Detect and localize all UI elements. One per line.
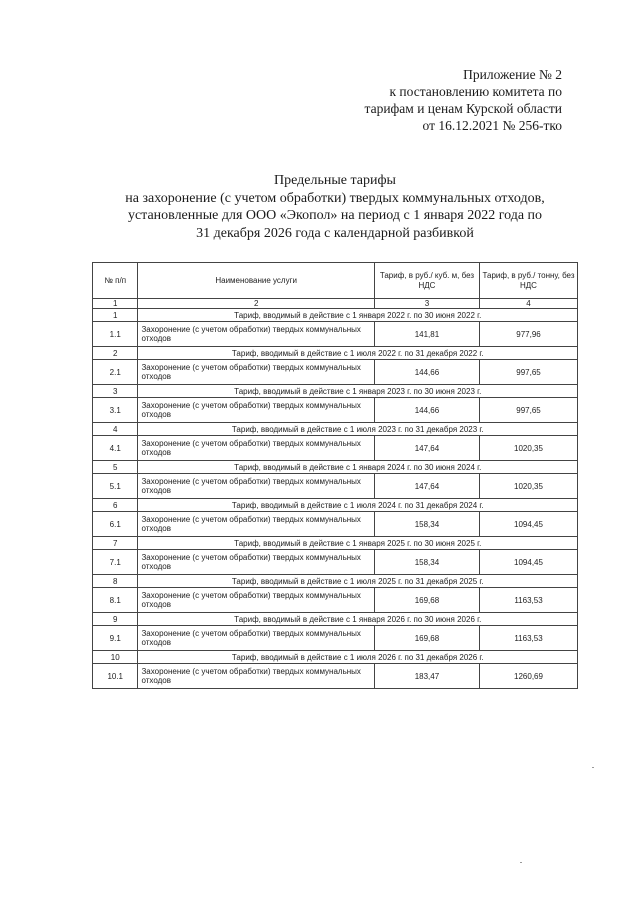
table-row <box>93 360 578 385</box>
service-name: Захоронение (с учетом обработки) твердых коммунальных отходов <box>138 360 374 385</box>
period-row <box>93 613 578 626</box>
period-row <box>93 423 578 436</box>
period-label: Тариф, вводимый в действие с 1 января 2026 г. по 30 июня 2026 г. <box>138 613 578 626</box>
item-number: 8.1 <box>93 588 138 613</box>
table-row <box>93 398 578 423</box>
scan-speck <box>520 862 522 863</box>
service-name: Захоронение (с учетом обработки) твердых коммунальных отходов <box>138 664 374 689</box>
tariff-per-ton: 1163,53 <box>479 588 577 613</box>
tariff-per-ton: 977,96 <box>479 322 577 347</box>
service-name: Захоронение (с учетом обработки) твердых коммунальных отходов <box>138 588 374 613</box>
tariff-table <box>92 262 578 689</box>
tariff-per-m3: 141,81 <box>374 322 479 347</box>
item-number: 10.1 <box>93 664 138 689</box>
table-row <box>93 436 578 461</box>
tariff-per-ton: 1020,35 <box>479 436 577 461</box>
item-number: 2.1 <box>93 360 138 385</box>
table-row <box>93 322 578 347</box>
period-number: 5 <box>93 461 138 474</box>
period-row <box>93 309 578 322</box>
period-number: 6 <box>93 499 138 512</box>
title-line-1: Предельные тарифы <box>274 173 396 188</box>
tariff-per-m3: 147,64 <box>374 474 479 499</box>
item-number: 6.1 <box>93 512 138 537</box>
item-number: 4.1 <box>93 436 138 461</box>
period-row <box>93 385 578 398</box>
service-name: Захоронение (с учетом обработки) твердых коммунальных отходов <box>138 398 374 423</box>
table-row <box>93 626 578 651</box>
tariff-per-ton: 1260,69 <box>479 664 577 689</box>
period-label: Тариф, вводимый в действие с 1 января 2024 г. по 30 июня 2024 г. <box>138 461 578 474</box>
period-label: Тариф, вводимый в действие с 1 июля 2024 г. по 31 декабря 2024 г. <box>138 499 578 512</box>
item-number: 9.1 <box>93 626 138 651</box>
table-row <box>93 550 578 575</box>
period-number: 3 <box>93 385 138 398</box>
period-label: Тариф, вводимый в действие с 1 июля 2023 г. по 31 декабря 2023 г. <box>138 423 578 436</box>
item-number: 1.1 <box>93 322 138 347</box>
appendix-header <box>342 66 562 134</box>
header-num: № п/п <box>93 263 138 299</box>
title-line-3: установленные для ООО «Экопол» на период с 1 января 2022 года по <box>127 208 543 223</box>
table-row <box>93 588 578 613</box>
tariff-per-ton: 1020,35 <box>479 474 577 499</box>
header-tariff-per-ton: Тариф, в руб./ тонну, без НДС <box>479 263 577 299</box>
period-label: Тариф, вводимый в действие с 1 января 2025 г. по 30 июня 2025 г. <box>138 537 578 550</box>
period-number: 8 <box>93 575 138 588</box>
period-row <box>93 499 578 512</box>
period-label: Тариф, вводимый в действие с 1 июля 2022 г. по 31 декабря 2022 г. <box>138 347 578 360</box>
title-line-2: на захоронение (с учетом обработки) твердых коммунальных отходов, <box>125 190 545 206</box>
tariff-per-m3: 144,66 <box>374 360 479 385</box>
column-number: 4 <box>479 299 577 309</box>
tariff-per-ton: 997,65 <box>479 398 577 423</box>
service-name: Захоронение (с учетом обработки) твердых коммунальных отходов <box>138 474 374 499</box>
column-number-row <box>93 299 578 309</box>
service-name: Захоронение (с учетом обработки) твердых коммунальных отходов <box>138 322 374 347</box>
period-number: 4 <box>93 423 138 436</box>
tariff-per-m3: 169,68 <box>374 588 479 613</box>
period-label: Тариф, вводимый в действие с 1 января 2023 г. по 30 июня 2023 г. <box>138 385 578 398</box>
tariff-per-m3: 144,66 <box>374 398 479 423</box>
appendix-line-2: к постановлению комитета по <box>389 84 562 99</box>
service-name: Захоронение (с учетом обработки) твердых коммунальных отходов <box>138 550 374 575</box>
service-name: Захоронение (с учетом обработки) твердых коммунальных отходов <box>138 436 374 461</box>
title-line-4: 31 декабря 2026 года с календарной разбивкой <box>196 225 474 241</box>
period-number: 10 <box>93 651 138 664</box>
table-row <box>93 664 578 689</box>
column-number: 2 <box>138 299 374 309</box>
period-label: Тариф, вводимый в действие с 1 июля 2025 г. по 31 декабря 2025 г. <box>138 575 578 588</box>
table-header-row <box>93 263 578 299</box>
period-label: Тариф, вводимый в действие с 1 июля 2026 г. по 31 декабря 2026 г. <box>138 651 578 664</box>
appendix-line-3: тарифам и ценам Курской области <box>364 101 562 116</box>
tariff-per-ton: 1163,53 <box>479 626 577 651</box>
column-number: 1 <box>93 299 138 309</box>
header-tariff-per-m3: Тариф, в руб./ куб. м, без НДС <box>374 263 479 299</box>
tariff-per-ton: 1094,45 <box>479 512 577 537</box>
period-number: 9 <box>93 613 138 626</box>
header-service-name: Наименование услуги <box>138 263 374 299</box>
tariff-per-m3: 158,34 <box>374 512 479 537</box>
tariff-per-ton: 1094,45 <box>479 550 577 575</box>
tariff-per-m3: 169,68 <box>374 626 479 651</box>
period-row <box>93 347 578 360</box>
item-number: 5.1 <box>93 474 138 499</box>
service-name: Захоронение (с учетом обработки) твердых коммунальных отходов <box>138 626 374 651</box>
period-number: 7 <box>93 537 138 550</box>
scan-speck <box>592 767 594 768</box>
tariff-per-m3: 183,47 <box>374 664 479 689</box>
item-number: 3.1 <box>93 398 138 423</box>
period-row <box>93 461 578 474</box>
service-name: Захоронение (с учетом обработки) твердых коммунальных отходов <box>138 512 374 537</box>
table-row <box>93 512 578 537</box>
period-row <box>93 537 578 550</box>
tariff-per-ton: 997,65 <box>479 360 577 385</box>
table-row <box>93 474 578 499</box>
period-row <box>93 575 578 588</box>
tariff-table-body <box>93 309 578 689</box>
appendix-line-4: от 16.12.2021 № 256-тко <box>422 118 562 133</box>
tariff-per-m3: 147,64 <box>374 436 479 461</box>
appendix-line-1: Приложение № 2 <box>463 67 562 82</box>
period-label: Тариф, вводимый в действие с 1 января 2022 г. по 30 июня 2022 г. <box>138 309 578 322</box>
period-number: 1 <box>93 309 138 322</box>
period-row <box>93 651 578 664</box>
tariff-per-m3: 158,34 <box>374 550 479 575</box>
period-number: 2 <box>93 347 138 360</box>
document-title <box>95 172 575 242</box>
item-number: 7.1 <box>93 550 138 575</box>
column-number: 3 <box>374 299 479 309</box>
